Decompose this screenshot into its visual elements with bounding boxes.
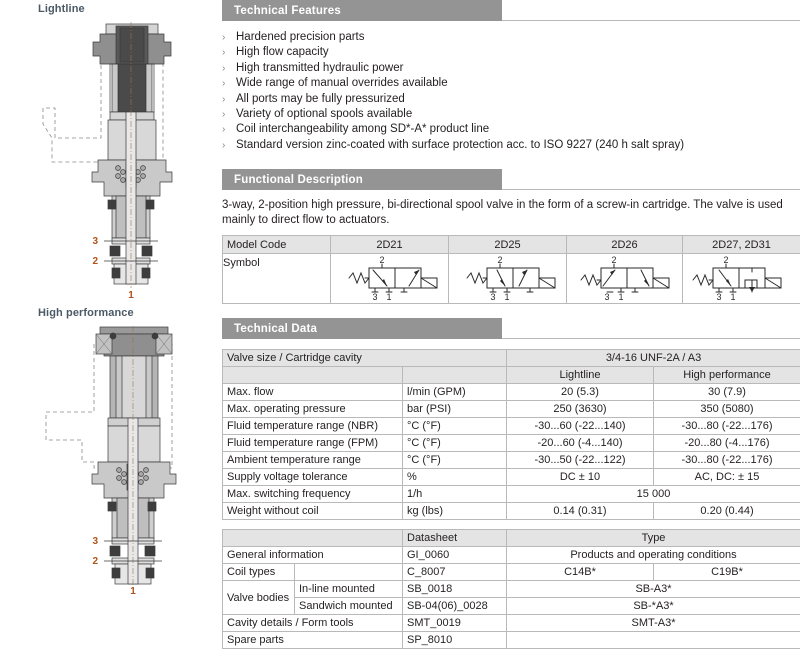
param-value-lightline: -30...50 (-22...122) (507, 452, 654, 469)
section-functional-description (222, 169, 800, 304)
section-header-functional-description (222, 169, 800, 190)
feature-item (222, 122, 800, 137)
table-row (223, 401, 800, 418)
table-row (223, 452, 800, 469)
param-label: Max. switching frequency (223, 486, 403, 503)
table-row (223, 581, 800, 598)
param-label: Max. operating pressure (223, 401, 403, 418)
param-value-high: 0.20 (0.44) (654, 503, 800, 520)
param-unit: °C (°F) (403, 452, 507, 469)
param-label: Supply voltage tolerance (223, 469, 403, 486)
feature-text: High flow capacity (236, 46, 329, 58)
table-row (223, 598, 800, 615)
param-unit: % (403, 469, 507, 486)
feature-text: Wide range of manual overrides available (236, 77, 448, 89)
param-value-lightline: 250 (3630) (507, 401, 654, 418)
content-column (222, 0, 800, 649)
datasheet-type-right: C19B* (654, 564, 800, 581)
symbol-port-1: 1 (618, 292, 623, 302)
param-value-lightline: 0.14 (0.31) (507, 503, 654, 520)
col-header-type: Type (507, 530, 800, 547)
symbol-label: Symbol (223, 254, 331, 304)
features-list (222, 21, 800, 153)
feature-item (222, 76, 800, 91)
section-bar (222, 169, 502, 190)
col-header-blank (223, 530, 403, 547)
symbol-port-2: 2 (379, 256, 384, 265)
feature-text: Coil interchangeability among SD*-A* product line (236, 123, 489, 135)
port-label-2: 2 (92, 556, 98, 567)
table-row (223, 418, 800, 435)
model-header: 2D25 (449, 236, 567, 254)
datasheet-row-label: Coil types (223, 564, 295, 581)
param-unit: 1/h (403, 486, 507, 503)
model-header: 2D27, 2D31 (683, 236, 800, 254)
datasheet-type: SB-*A3* (507, 598, 800, 615)
chevron-right-icon: › (222, 30, 225, 45)
col-header-datasheet: Datasheet (403, 530, 507, 547)
symbol-port-2: 2 (611, 256, 616, 265)
datasheet-type (507, 632, 800, 649)
symbol-cell-2d21 (331, 254, 449, 304)
param-unit: l/min (GPM) (403, 384, 507, 401)
valve-size-label: Valve size / Cartridge cavity (223, 350, 507, 367)
table-row (223, 350, 800, 367)
datasheet-row-sub: Sandwich mounted (295, 598, 403, 615)
model-code-label: Model Code (223, 236, 331, 254)
symbol-port-2: 2 (497, 256, 502, 265)
model-code-table (222, 235, 800, 304)
valve-drawing-high-performance (0, 322, 220, 597)
section-title: Technical Data (222, 323, 317, 335)
section-technical-features (222, 0, 800, 153)
datasheet-code: GI_0060 (403, 547, 507, 564)
drawings-column (0, 0, 220, 600)
col-header-lightline: Lightline (507, 367, 654, 384)
param-value-high: -20...80 (-4...176) (654, 435, 800, 452)
param-value-lightline: -20...60 (-4...140) (507, 435, 654, 452)
chevron-right-icon: › (222, 138, 225, 153)
section-bar (222, 0, 502, 21)
drawing-title-lightline: Lightline (38, 3, 85, 15)
datasheet-code: SP_8010 (403, 632, 507, 649)
table-row (223, 469, 800, 486)
feature-text: Hardened precision parts (236, 31, 365, 43)
table-row (223, 632, 800, 649)
param-value-lightline: -30...60 (-22...140) (507, 418, 654, 435)
col-header-blank-unit (403, 367, 507, 384)
table-row (223, 236, 800, 254)
feature-text: Standard version zinc-coated with surface protection acc. to ISO 9227 (240 h salt spray) (236, 139, 684, 151)
section-title: Technical Features (222, 5, 341, 17)
symbol-cell-2d27-2d31 (683, 254, 800, 304)
datasheet-row-label: General information (223, 547, 403, 564)
table-row (223, 564, 800, 581)
datasheet-row-label: Spare parts (223, 632, 403, 649)
param-label: Fluid temperature range (NBR) (223, 418, 403, 435)
symbol-port-1: 1 (504, 292, 509, 302)
chevron-right-icon: › (222, 45, 225, 60)
param-label: Max. flow (223, 384, 403, 401)
col-header-blank (223, 367, 403, 384)
port-label-1: 1 (130, 586, 136, 597)
functional-description-text: 3-way, 2-position high pressure, bi-directional spool valve in the form of a screw-in cartridge. The valve is used mainly to direct flow to actuators. (222, 198, 788, 227)
param-label: Weight without coil (223, 503, 403, 520)
param-value-span: 15 000 (507, 486, 800, 503)
datasheet-type-table (222, 529, 800, 649)
table-row (223, 503, 800, 520)
symbol-port-1: 1 (386, 292, 391, 302)
table-row (223, 615, 800, 632)
param-unit: °C (°F) (403, 418, 507, 435)
param-unit: kg (lbs) (403, 503, 507, 520)
col-header-high-performance: High performance (654, 367, 800, 384)
symbol-cell-2d26 (567, 254, 683, 304)
section-rule (502, 189, 800, 190)
param-unit: °C (°F) (403, 435, 507, 452)
model-header: 2D26 (567, 236, 683, 254)
param-value-high: -30...80 (-22...176) (654, 418, 800, 435)
datasheet-type-left: C14B* (507, 564, 654, 581)
table-row (223, 384, 800, 401)
symbol-port-3: 3 (372, 292, 377, 302)
feature-item (222, 138, 800, 153)
section-rule (502, 20, 800, 21)
port-label-3: 3 (92, 536, 98, 547)
datasheet-type: Products and operating conditions (507, 547, 800, 564)
symbol-cell-2d25 (449, 254, 567, 304)
datasheet-code: SB_0018 (403, 581, 507, 598)
datasheet-code: C_8007 (403, 564, 507, 581)
section-bar (222, 318, 502, 339)
technical-data-table (222, 349, 800, 520)
table-row (223, 486, 800, 503)
valve-size-value: 3/4-16 UNF-2A / A3 (507, 350, 800, 367)
param-value-high: AC, DC: ± 15 (654, 469, 800, 486)
param-value-lightline: DC ± 10 (507, 469, 654, 486)
param-value-lightline: 20 (5.3) (507, 384, 654, 401)
feature-text: Variety of optional spools available (236, 108, 412, 120)
port-label-3: 3 (92, 236, 98, 247)
datasheet-code: SB-04(06)_0028 (403, 598, 507, 615)
table-row (223, 367, 800, 384)
port-label-1: 1 (128, 290, 134, 301)
chevron-right-icon: › (222, 107, 225, 122)
section-header-technical-features (222, 0, 800, 21)
symbol-port-3: 3 (490, 292, 495, 302)
symbol-port-2: 2 (723, 256, 728, 265)
param-value-high: 350 (5080) (654, 401, 800, 418)
param-label: Ambient temperature range (223, 452, 403, 469)
table-row (223, 435, 800, 452)
symbol-port-1: 1 (730, 292, 735, 302)
model-header: 2D21 (331, 236, 449, 254)
param-value-high: -30...80 (-22...176) (654, 452, 800, 469)
datasheet-row-sub: In-line mounted (295, 581, 403, 598)
datasheet-row-label: Valve bodies (223, 581, 295, 615)
datasheet-row-sub (295, 564, 403, 581)
feature-text: High transmitted hydraulic power (236, 62, 403, 74)
datasheet-code: SMT_0019 (403, 615, 507, 632)
section-rule (502, 338, 800, 339)
table-row (223, 530, 800, 547)
param-value-high: 30 (7.9) (654, 384, 800, 401)
param-label: Fluid temperature range (FPM) (223, 435, 403, 452)
drawing-title-high-performance: High performance (38, 307, 134, 319)
port-label-2: 2 (92, 256, 98, 267)
datasheet-type: SMT-A3* (507, 615, 800, 632)
feature-item (222, 30, 800, 45)
feature-item (222, 92, 800, 107)
section-technical-data (222, 318, 800, 649)
symbol-port-3: 3 (604, 292, 609, 302)
chevron-right-icon: › (222, 61, 225, 76)
feature-item (222, 61, 800, 76)
param-unit: bar (PSI) (403, 401, 507, 418)
chevron-right-icon: › (222, 92, 225, 107)
symbol-port-3: 3 (716, 292, 721, 302)
section-title: Functional Description (222, 174, 363, 186)
chevron-right-icon: › (222, 122, 225, 137)
feature-text: All ports may be fully pressurized (236, 93, 405, 105)
table-row (223, 547, 800, 564)
datasheet-type: SB-A3* (507, 581, 800, 598)
valve-drawing-lightline (0, 12, 220, 302)
table-row (223, 254, 800, 304)
chevron-right-icon: › (222, 76, 225, 91)
feature-item (222, 107, 800, 122)
feature-item (222, 45, 800, 60)
datasheet-row-label: Cavity details / Form tools (223, 615, 403, 632)
section-header-technical-data (222, 318, 800, 339)
